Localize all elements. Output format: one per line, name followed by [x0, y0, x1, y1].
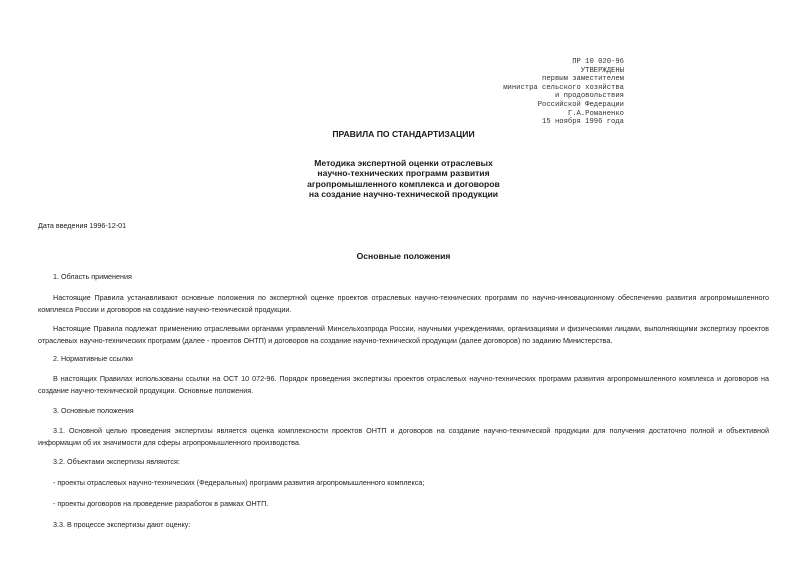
subtitle-line: Методика экспертной оценки отраслевых: [314, 158, 493, 168]
document-subtitle: [0, 158, 807, 200]
section-heading: Основные положения: [356, 251, 451, 261]
approval-line: и продовольствия: [554, 92, 624, 101]
approval-line: 15 ноября 1996 года: [542, 118, 624, 127]
document-title: ПРАВИЛА ПО СТАНДАРТИЗАЦИИ: [332, 129, 475, 139]
section-2-paragraph-1: В настоящих Правилах использованы ссылки на ОСТ 10 072-96. Порядок проведения экспертизы проектов отраслевых научно-технических программ развития агропромышленного комплекса и договоров на создание научно-технической продукции. Основные положения.: [38, 374, 769, 395]
approval-block: [503, 58, 624, 127]
approval-line: Российской Федерации: [537, 100, 624, 109]
approval-line: ПР 10 020-96: [572, 58, 624, 66]
section-3-item-1: 3.1. Основной целью проведения экспертизы является оценка комплексности проектов ОНТП и договоров на создание научно-технической продукции для получения достаточно полной и объективной информации об их значимости для сферы агропромышленного производства.: [38, 426, 769, 447]
approval-line: первым заместителем: [542, 75, 624, 84]
subtitle-line: на создание научно-технической продукции: [308, 189, 499, 200]
section-3-item-2: 3.2. Объектами экспертизы являются:: [53, 457, 180, 466]
section-3-heading: 3. Основные положения: [53, 406, 134, 415]
subtitle-line: агропромышленного комплекса и договоров: [307, 178, 500, 189]
section-1-paragraph-2: Настоящие Правила подлежат применению отраслевыми органами управлений Минсельхозпрода России, научными учреждениями, организациями и физическими лицами, выполняющими экспертизу проектов отраслевых научно-технических программ (далее - проектов ОНТП) и договоров на создание научно-технической продукции (далее договоров) по заданию Министерства.: [38, 324, 769, 345]
section-1-heading: 1. Область применения: [53, 272, 132, 281]
approval-line: министра сельского хозяйства: [503, 83, 624, 92]
section-3-item-2-b: - проекты договоров на проведение разработок в рамках ОНТП.: [53, 499, 269, 508]
subtitle-line: научно-технических программ развития: [317, 168, 490, 179]
section-2-heading: 2. Нормативные ссылки: [53, 354, 133, 363]
section-3-item-2-a: - проекты отраслевых научно-технических (Федеральных) программ развития агропромышленного комплекса;: [53, 478, 425, 487]
section-1-paragraph-1: Настоящие Правила устанавливают основные положения по экспертной оценке проектов отраслевых научно-технических программ по научно-инновационному обеспечению развития агропромышленного комплекса России и договоров на создание научно-технической продукции.: [38, 293, 769, 314]
intro-date: Дата введения 1996-12-01: [38, 221, 127, 230]
section-3-item-3: 3.3. В процессе экспертизы дают оценку:: [53, 520, 191, 529]
approval-line: Г.А.Романенко: [567, 109, 624, 118]
approval-line: УТВЕРЖДЕНЫ: [580, 66, 624, 75]
